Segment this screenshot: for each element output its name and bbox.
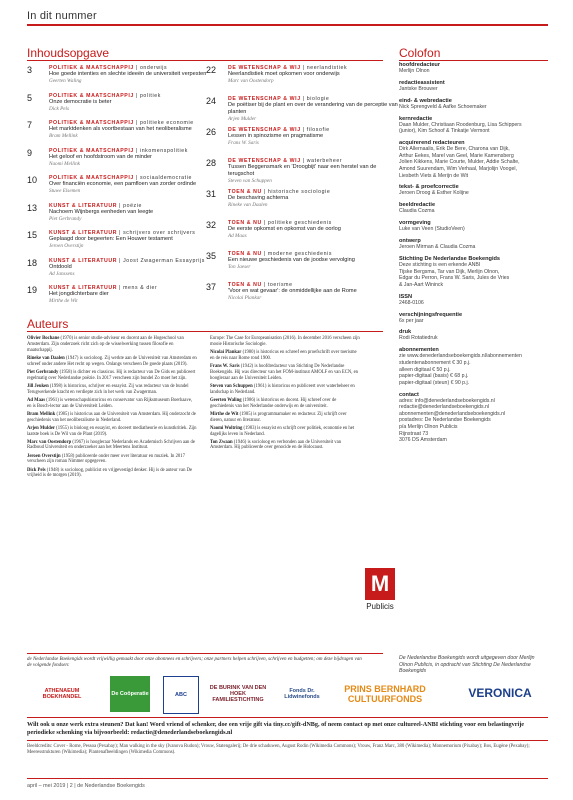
author-name: Geerten Waling — [210, 397, 242, 403]
toc-article-title: Het geloof en hoofdstroom van de minder — [49, 153, 152, 160]
colofon-note: De Nederlandse Boekengids wordt uitgegeven door Merlijn Olnon Publicis, in opdracht van Stichting De Nederlandse Boekengids — [399, 655, 535, 675]
colofon-value: Arthur Eekes, Marel van Geel, Marie Kamensberg — [399, 152, 514, 159]
toc-category-main: POLITIEK & MAATSCHAPPIJ — [49, 92, 134, 99]
author-text: (1958) publiceerde onder meer over literatuur en muziek. In 2017 verscheen zijn roman Nimmer opgegeven. — [27, 453, 185, 465]
toc-page-number: 31 — [206, 189, 217, 199]
author-bio — [210, 412, 360, 424]
author-bio — [27, 454, 197, 466]
image-credits: Beeldcredits: Cover - Rome, Pessoa (Pexabay); Man walking in the sky (Ivanova Rudon); Vrouw, Statengalerij; De drie schaduwen, August Rodin (Wikimedia Commons); Vrouw, Franz Marc, 380 (Wikimedia); Monnemorium (Pixabay); Bos, Eugène (Pexabay); Meeresstrukturen (Wikimedia); Plantenafbeeldingen (Wikimedia Commons). — [27, 744, 530, 755]
toc-category-separator: | — [300, 127, 307, 133]
colofon-label: contact — [399, 391, 419, 398]
sponsor-logo — [282, 676, 322, 712]
toc-article-title: Nachoem Wijnbergs eenheden van leegte — [49, 208, 154, 215]
colofon-section — [399, 202, 549, 215]
toc-category-main: KUNST & LITERATUUR — [49, 202, 118, 209]
colofon-section — [399, 184, 549, 197]
author-bio — [210, 364, 360, 381]
toc-page-number: 13 — [27, 202, 38, 213]
author-bio — [27, 398, 197, 410]
colofon-list — [399, 62, 549, 444]
toc-category-separator: | — [117, 285, 124, 291]
colofon-value: Jolien Kikkens, Marie Courte, Mulder, Addie Schalte, — [399, 159, 520, 166]
colofon-label: tekst- & proefcorrectie — [399, 184, 459, 191]
toc-category-main: POLITIEK & MAATSCHAPPIJ — [49, 65, 134, 71]
toc-author: Steven van Schuppen — [228, 178, 272, 184]
toc-category-main: POLITIEK & MAATSCHAPPIJ — [49, 147, 134, 154]
author-bio — [210, 426, 360, 438]
colofon-label: druk — [399, 329, 412, 336]
toc-entry-body — [49, 93, 219, 112]
colofon-value: Merlijn Olnon — [399, 68, 430, 74]
sponsor-logo — [207, 676, 269, 712]
toc-page-number: 32 — [206, 220, 217, 230]
toc-category-main: POLITIEK & MAATSCHAPPIJ — [49, 175, 134, 181]
colofon-value: Edgar du Perron, Frans W. Saris, Jules de Vries — [399, 275, 510, 282]
sponsor-logo — [27, 676, 97, 712]
toc-category-separator: | — [300, 96, 307, 102]
author-name: Arjen Mulder — [27, 425, 55, 431]
toc-category-separator: | — [261, 189, 268, 195]
colofon-section — [399, 220, 549, 233]
author-name: Nicolai Plankar — [210, 349, 242, 355]
toc-category-sub: poëzie — [123, 202, 142, 209]
colofon-value: 6x per jaar — [399, 317, 424, 324]
toc-category-sub: historische sociologie — [267, 189, 331, 195]
toc-page-number: 10 — [27, 175, 38, 185]
toc-entry-body — [49, 203, 219, 222]
header-rule — [27, 24, 548, 26]
toc-entry-body — [49, 65, 219, 84]
donate-rule-top — [27, 717, 548, 718]
toc-category-main: POLITIEK & MAATSCHAPPIJ — [49, 120, 134, 126]
toc-entry-body — [228, 65, 398, 84]
toc-category-sub: toerisme — [267, 282, 293, 288]
authors-rule — [27, 331, 383, 332]
colofon-value: Jantske Brouwer — [399, 85, 438, 92]
toc-author: Marc van Oostendorp — [228, 78, 274, 84]
colofon-value: Jeroen Droog & Esther Kolijne — [399, 190, 469, 197]
author-text: (1958) is dichter en classicus. Hij is redacteur van De Gids en publiceert regelmatig over Nederlandse poëzie. In 2017 verscheen zijn bundel Zo moet het zijn. — [27, 369, 196, 381]
author-bio — [210, 384, 360, 396]
author-text: (1985) is historicus aan de Universiteit van Amsterdam. Hij onderzocht de geschiedenis van het neoliberalisme in Nederland. — [27, 411, 196, 423]
colofon-section — [399, 116, 549, 135]
colofon-value: postadres: De Nederlandse Boekengids — [399, 417, 491, 424]
toc-author: Ton Jaeser — [228, 264, 251, 270]
author-bio — [27, 370, 197, 382]
sponsor-name: Fonds Dr. Lidwinefonds — [284, 687, 320, 700]
toc-entry-body — [228, 251, 398, 270]
toc-page-number: 19 — [27, 285, 38, 295]
colofon-label: abonnementen — [399, 347, 439, 354]
toc-category-main: KUNST & LITERATUUR — [49, 230, 118, 236]
page-footer: april – mei 2019 | 2 | de Nederlandse Boekengids — [27, 783, 145, 789]
colofon-value: zie www.denederlandseboekengids.nl/abonnementen — [399, 353, 522, 360]
toc-author: Bram Mellink — [49, 133, 78, 139]
author-bio — [27, 384, 197, 396]
author-name: Frans W. Saris — [210, 363, 240, 369]
author-name: Bram Mellink — [27, 411, 56, 417]
toc-entry-body — [228, 282, 398, 301]
toc-category-sub: politieke economie — [139, 120, 194, 126]
toc-category-sub: mens & dier — [123, 285, 158, 291]
toc-page-number: 5 — [27, 92, 33, 103]
toc-category-sub: politieke geschiedenis — [267, 220, 332, 226]
author-bio — [210, 350, 360, 362]
author-name: Jeroen Overstijn — [27, 453, 61, 459]
colofon-value: Claudia Cozma — [399, 208, 435, 215]
toc-author: Rineke van Daalen — [228, 202, 268, 208]
author-text: (1948) is socioloog, publicist en vrijgevestigd denker. Hij is de auteur van De vrijheid is de morgen (2019). — [27, 467, 193, 479]
author-text: (1942) is hoofdredacteur van Stichting De Nederlandse Boekengids. Hij was directeur van het FOM-instituut AMOLF en van ECN, en hoogleraar aan de Universiteit Leiden. — [210, 363, 359, 381]
author-bio — [210, 398, 360, 410]
toc-category-main: TOEN & NU — [228, 251, 262, 257]
toc-category-main: DE WETENSCHAP & WIJ — [228, 158, 301, 164]
colofon-section — [399, 312, 549, 325]
toc-category-separator: | — [300, 158, 307, 164]
colofon-rule — [399, 60, 548, 61]
author-name: Olivier Bochane — [27, 336, 60, 341]
colofon-value: Dirk Allernaalis, Erik De Bere, Charona van Dijk, — [399, 146, 510, 153]
colofon-label: vormgeving — [399, 220, 431, 227]
colofon-label: eind- & webredactie — [399, 97, 452, 104]
toc-author: Ad Maas — [228, 233, 247, 239]
colofon-value: papier-digitaal (basis) € 68 p.j. — [399, 373, 469, 380]
colofon-value: adres: info@denederlandseboekengids.nl — [399, 397, 495, 404]
toc-article-title: Hoe goede intenties en slechte ideeën de universiteit verpesten — [49, 71, 207, 77]
colofon-label: hoofdredacteur — [399, 62, 441, 68]
toc-category-separator: | — [133, 92, 140, 99]
toc-article-title: De eerste opkomst en opkomst van de oorlog — [228, 226, 341, 232]
toc-page-number: 7 — [27, 120, 33, 130]
toc-article-title: Lessen in spinozisme en pragmatisme — [228, 133, 324, 139]
toc-entry-body — [49, 148, 219, 167]
toc-article-title: Onze democratie is beter — [49, 98, 112, 105]
sponsor-rule — [27, 653, 383, 654]
author-name: Dick Pels — [27, 467, 46, 473]
colofon-section — [399, 347, 549, 386]
colofon-label: beeldredactie — [399, 202, 436, 209]
sponsor-name: ATHENAEUM BOEKHANDEL — [42, 687, 82, 700]
toc-author: Naomi Mellink — [49, 160, 80, 167]
author-name: Piet Gerbrandy — [27, 369, 59, 375]
colofon-value: & Jan-Aart Wininck — [399, 281, 444, 288]
toc-category-sub: biologie — [306, 96, 330, 102]
colofon-label: redactieassistent — [399, 79, 445, 86]
author-name: Marc van Oostendorp — [27, 439, 72, 445]
colofon-section — [399, 392, 549, 444]
authors-left-column — [27, 336, 197, 482]
toc-entry-body — [228, 220, 398, 239]
toc-author: Jeroen Overstijn — [49, 243, 84, 249]
toc-category-sub: sociaaldemocratie — [139, 175, 192, 181]
donate-text: Wilt ook u onze werk extra steunen? Dat kan! Word vriend of schenker, doe een vrije gift via tiny.cc/gift-dNBg, of neem contact op met onze cultureel-ANBI stichting voor een belastingvrije periodieke schenking via bijvoorbeeld: redactie@denederlandseboekengids.nl — [27, 721, 525, 736]
author-bio — [27, 356, 197, 368]
toc-article-title: Het marktdenken als voortbestaan van het neoliberalisme — [49, 126, 192, 132]
colofon-value: (junior), Kim Schoof & Tinkatje Vermont — [399, 128, 490, 135]
author-text: (1983) is essayist en schrijft over politiek, economie en het dagelijks leven in Nederland. — [210, 425, 355, 437]
toc-page-number: 3 — [27, 65, 33, 75]
toc-category-main: TOEN & NU — [228, 282, 262, 288]
toc-page-number: 28 — [206, 158, 217, 168]
author-bio — [210, 440, 360, 452]
toc-article-title: Tussen Beggensmark en 'Droogbijt' naar een herstel van de terugschot — [228, 164, 377, 177]
footer-rule — [27, 778, 548, 779]
toc-page-number: 35 — [206, 251, 217, 261]
toc-category-separator: | — [133, 147, 140, 154]
toc-entry-body — [228, 189, 398, 208]
colofon-label: acquirerend redacteuren — [399, 140, 465, 147]
colofon-section — [399, 238, 549, 251]
colofon-label: kernredactie — [399, 115, 433, 122]
toc-page-number: 9 — [27, 147, 33, 158]
toc-article-title: 'Voor en wat gevaar': de onmiddellijke aan de Rome — [228, 288, 357, 294]
author-bio — [27, 440, 197, 452]
toc-page-number: 37 — [206, 282, 217, 292]
colofon-heading: Colofon — [399, 46, 441, 60]
toc-category-separator: | — [133, 65, 140, 71]
colofon-label: ISSN — [399, 293, 413, 300]
colofon-value: abonnementen@denederlandseboekengids.nl — [399, 410, 506, 417]
toc-category-separator: | — [117, 230, 124, 236]
colofon-value: Rijnstraat 73 — [399, 430, 429, 437]
toc-category-main: DE WETENSCHAP & WIJ — [228, 65, 301, 71]
toc-category-main: TOEN & NU — [228, 189, 262, 195]
sponsor-name: VERONICA — [468, 686, 532, 701]
author-text: (1970) is senior studie-adviseur en docent aan de Hogeschool van Amsterdam. Zijn onderzoek richt zich op de wisselwerking tussen filosofie en maatschappij. — [27, 336, 184, 353]
toc-category-sub: neerlandistiek — [306, 65, 348, 71]
toc-author: Mirthe de Wit — [49, 298, 78, 304]
toc-category-main: DE WETENSCHAP & WIJ — [228, 96, 301, 102]
colofon-label: ontwerp — [399, 238, 421, 245]
toc-category-main: KUNST & LITERATUUR — [49, 257, 118, 264]
publisher-logo-text: Publicis — [366, 602, 394, 611]
author-text: Europe: The Case for Europeanisation (2016). In december 2016 verscheen zijn mooie Historische Sociologie. — [210, 336, 360, 347]
toc-category — [49, 258, 219, 264]
colofon-value: Deze stichting is een erkende ANBI — [399, 261, 481, 268]
author-name: Rineke van Daalen — [27, 355, 65, 361]
toc-category-sub: politiek — [139, 92, 161, 99]
toc-category-sub: schrijvers over schrijvers — [123, 230, 196, 236]
colofon-section — [399, 294, 549, 307]
toc-page-number: 18 — [27, 257, 38, 268]
toc-heading: Inhoudsopgave — [27, 46, 110, 60]
toc-category-sub: onderwijs — [139, 65, 168, 71]
colofon-value: redactie@denederlandseboekengids.nl — [399, 404, 490, 411]
toc-author: Ad Janssens — [49, 270, 75, 277]
toc-article-title: De beschaving achterna — [228, 195, 289, 201]
author-name: Jill Jeuken — [27, 383, 49, 389]
toc-entry-body — [228, 96, 398, 122]
sponsor-name: ABC — [175, 691, 187, 698]
toc-article-title: Ontdoold — [49, 263, 72, 270]
toc-author: Piet Gerbrandy — [49, 215, 82, 222]
toc-author: Stuwe Elsemen — [49, 188, 81, 194]
toc-entry-body — [49, 120, 219, 139]
toc-article-title: Een nieuwe geschiedenis van de joodse vervolging — [228, 257, 355, 263]
colofon-value: alleen digitaal € 50 p.j. — [399, 366, 451, 373]
toc-category-main: KUNST & LITERATUUR — [49, 285, 118, 291]
author-text: (1946) is socioloog en verbonden aan de Universiteit van Amsterdam. Hij publiceerde over genocide en de Holocaust. — [210, 439, 342, 451]
author-text: (1985) is programmamaker en redacteur. Zij schrijft over dieren, natuur en literatuur. — [210, 411, 347, 423]
sponsor-logo — [163, 676, 199, 714]
toc-category-sub: Joost Zwagerman Essayprijs — [123, 257, 206, 264]
toc-category-sub: filosofie — [306, 127, 330, 133]
author-text: (1961) is historicus en publiceert over waterbeheer en landschap in Nederland. — [210, 383, 355, 395]
colofon-value: Liesbeth Viets & Merijn de Wit — [399, 172, 469, 179]
colofon-value: Tijske Bergsma, Tar van Dijk, Merlijn Olnon, — [399, 268, 500, 275]
colofon-section — [399, 329, 549, 342]
toc-entry-body — [228, 158, 398, 184]
sponsor-logo — [460, 676, 540, 712]
author-name: Ad Maas — [27, 397, 46, 403]
colofon-value: Nick Sprengveld & Aafke Schoemaker — [399, 103, 487, 110]
toc-page-number: 24 — [206, 96, 217, 106]
author-bio — [27, 468, 197, 480]
colofon-value: Jeroen Mirman & Claudia Cozma — [399, 244, 476, 251]
colofon-label: Stichting De Nederlandse Boekengids — [399, 255, 501, 262]
author-bio — [210, 336, 360, 348]
toc-article-title: Over financiën economie, een pamfloen van zorder ordinde — [49, 181, 197, 187]
author-name: Ton Zwaan — [210, 439, 233, 445]
sponsor-logo — [330, 676, 440, 712]
toc-entry-body — [49, 285, 219, 304]
colofon-value: Daan Mulder, Christiaan Roodenburg, Lisa Schippers — [399, 121, 522, 128]
toc-page-number: 22 — [206, 65, 217, 75]
sponsor-name: De Coöperatie — [111, 690, 149, 697]
toc-category-separator: | — [117, 257, 124, 264]
colofon-section — [399, 62, 549, 75]
author-bio — [27, 412, 197, 424]
colofon-section — [399, 140, 549, 179]
toc-author: Geerten Waling — [49, 78, 82, 84]
publisher-logo-mark: M — [365, 568, 395, 600]
colofon-value: Amond Suurendam, Wim Verhaal, Marjolijn Voogel, — [399, 165, 517, 172]
toc-entry-body — [49, 230, 219, 249]
sponsor-name: PRINS BERNHARD CULTUURFONDS — [344, 683, 426, 704]
author-text: (1955) is bioloog en essayist, en doceert mediatheorie en kunstkritiek. Zijn laatste boek is De Wil van de Plant (2019). — [27, 425, 197, 437]
author-name: Mirthe de Wit — [210, 411, 239, 417]
author-bio — [27, 336, 197, 353]
authors-heading: Auteurs — [27, 317, 69, 331]
toc-category-separator: | — [117, 202, 124, 209]
toc-article-title: Neerlandistiek moet opkomen voor onderwijs — [228, 71, 340, 77]
colofon-section — [399, 98, 549, 111]
toc-author: Frans W. Saris — [228, 140, 259, 146]
sponsor-text: de Nederlandse Boekengids wordt vrijwillig gemaakt door onze abonnees en schrijvers; onze partners helpen schrijven, schrijven en budgetten; om deze bijdragen van de volgende fondsen: — [27, 657, 362, 668]
toc-category-separator: | — [133, 175, 140, 181]
toc-category-separator: | — [261, 282, 268, 288]
toc-page-number: 15 — [27, 230, 38, 240]
toc-entry-body — [49, 175, 219, 194]
colofon-label: verschijningsfrequentie — [399, 311, 463, 318]
toc-author: Dick Pels — [49, 105, 70, 112]
author-name: Steven van Schuppen — [210, 383, 253, 389]
toc-category-sub: inkomenspolitiek — [139, 147, 188, 154]
author-text: (1967) is hoogleraar Nederlands en Academisch Schrijven aan de Radboud Universiteit en onderzoeker aan het Meertens Instituut. — [27, 439, 195, 451]
colofon-section — [399, 256, 549, 288]
authors-right-column — [210, 336, 360, 454]
publisher-logo — [365, 568, 395, 616]
toc-entry-body — [228, 127, 398, 146]
toc-category-separator: | — [133, 120, 140, 126]
colofon-value: p/a Merlijn Olnon Publicis — [399, 423, 458, 430]
toc-category-sub: waterbeheer — [306, 158, 343, 164]
colofon-value: 3076 DS Amsterdam — [399, 437, 447, 444]
sponsor-name: DE BURINK VAN DEN HOEK FAMILIESTICHTING — [209, 684, 267, 704]
toc-article-title: De poëtiser bij de plant en over de verandering van de perceptie van planten — [228, 102, 398, 115]
author-bio — [27, 426, 197, 438]
toc-page-number: 26 — [206, 127, 217, 137]
author-text: (1980) is historicus en schreef een proefschrift over toerisme en de reis naar Rome rond 1900. — [210, 349, 357, 361]
sponsor-logo — [110, 676, 150, 712]
toc-author: Nicolai Plankar — [228, 295, 262, 301]
colofon-value: studentenabonnement € 30 p.j. — [399, 359, 471, 366]
toc-category-main: DE WETENSCHAP & WIJ — [228, 127, 301, 133]
colofon-value: 2468-0106 — [399, 299, 424, 306]
toc-rule — [27, 60, 383, 61]
author-name: Naomi Woltring — [210, 425, 243, 431]
toc-category-separator: | — [261, 220, 268, 226]
page-title: In dit nummer — [27, 10, 97, 22]
toc-category-separator: | — [300, 65, 307, 71]
colofon-value: Rodi Rotatiedruk — [399, 335, 438, 342]
author-text: (1961) is wetenschapshistoricus en conservator van Rijksmuseum Boerhaave, en is Bosch-lector aan de Universiteit Leiden. — [27, 397, 193, 409]
toc-category-sub: moderne geschiedenis — [267, 251, 333, 257]
toc-article-title: Het jongdichterbare dier — [49, 291, 109, 297]
toc-entry-body — [49, 258, 219, 277]
toc-article-title: Geplaagd door begeerten: Een Houwer testament — [49, 236, 173, 242]
author-text: (1998) is historicus, schrijver en essayist. Zij was redacteur van de bundel Terugwerkende kracht en verdiepte zich in het werk van Zwagerman. — [27, 383, 189, 395]
toc-author: Arjen Mulder — [228, 116, 257, 122]
colofon-value: papier-digitaal (steun) € 90 p.j. — [399, 379, 470, 386]
colofon-section — [399, 80, 549, 93]
toc-category-main: TOEN & NU — [228, 220, 262, 226]
colofon-value: Luke van Veen (StudioVeen) — [399, 226, 465, 233]
author-text: (1947) is socioloog. Zij werkte aan de Universiteit van Amsterdam en schreef onder andere Het recht op wegen. Onlangs verscheen De goede plaats (2019). — [27, 355, 197, 367]
donate-rule-bottom — [27, 740, 548, 741]
toc-category-separator: | — [261, 251, 268, 257]
author-text: (1986) is historicus en docent. Hij schreef over de geschiedenis van het Nederlandse onderwijs en de universiteit. — [210, 397, 337, 409]
